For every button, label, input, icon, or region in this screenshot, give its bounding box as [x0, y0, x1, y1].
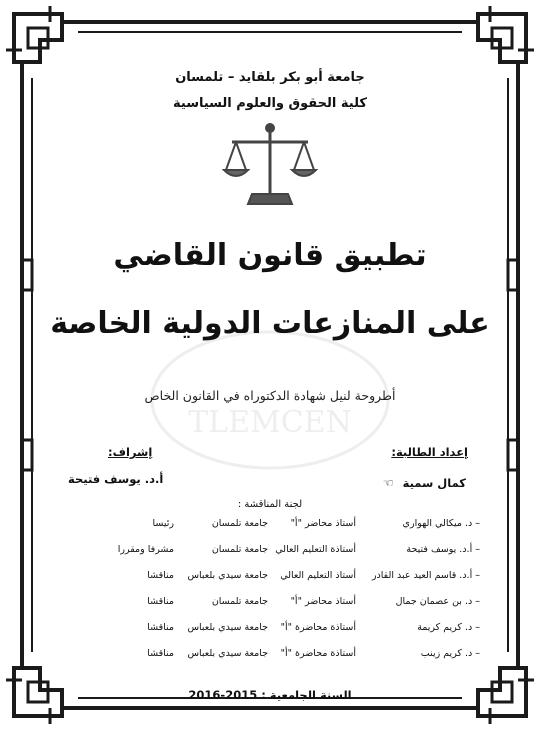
- supervisor-label: إشراف:: [108, 445, 153, 459]
- scales-of-justice-icon: [222, 120, 318, 210]
- member-university: جامعة سيدي بلعباس: [187, 648, 268, 659]
- member-role: مناقشا: [147, 648, 174, 659]
- member-name: – د. كريم كريمة: [417, 622, 480, 633]
- member-rank: أستاذ محاضر "أ": [290, 518, 356, 529]
- thesis-title-line-1: تطبيق قانون القاضي: [113, 238, 427, 273]
- member-role: مشرفا ومقررا: [117, 544, 174, 555]
- committee-row: [60, 544, 480, 560]
- university-name: جامعة أبو بكر بلقايد – تلمسان: [175, 70, 365, 85]
- thesis-title-line-2: على المنازعات الدولية الخاصة: [50, 306, 490, 341]
- faculty-name: كلية الحقوق والعلوم السياسية: [173, 96, 367, 111]
- watermark-text: TLEMCEN: [188, 405, 352, 440]
- member-rank: أستاذ محاضر "أ": [290, 596, 356, 607]
- member-name: – د. كريم زينب: [420, 648, 480, 659]
- member-role: رئيسا: [152, 518, 174, 529]
- academic-year: السنة الجامعية : 2015-2016: [188, 688, 352, 702]
- committee-label: لجنة المناقشة :: [237, 499, 303, 510]
- committee-row: [60, 648, 480, 664]
- member-name: – د. بن عصمان جمال: [395, 596, 480, 607]
- supervisor-name: أ.د. يوسف فتيحة: [68, 472, 164, 486]
- member-name: – أ.د. يوسف فتيحة: [406, 544, 480, 555]
- member-rank: أستاذة محاضرة "أ": [280, 622, 356, 633]
- member-name: – أ.د. قاسم العيد عبد القادر: [371, 570, 480, 581]
- student-label: إعداد الطالبة:: [391, 445, 468, 459]
- committee-row: [60, 596, 480, 612]
- member-role: مناقشا: [147, 596, 174, 607]
- committee-row: [60, 518, 480, 534]
- member-university: جامعة سيدي بلعباس: [187, 622, 268, 633]
- pointing-hand-icon: ☜: [382, 476, 394, 490]
- member-name: – د. ميكالي الهواري: [402, 518, 480, 529]
- student-block: [383, 472, 466, 491]
- member-role: مناقشا: [147, 570, 174, 581]
- student-name: كمال سمية: [402, 476, 466, 490]
- member-university: جامعة تلمسان: [211, 544, 268, 555]
- committee-row: [60, 622, 480, 638]
- member-rank: أستاذ التعليم العالي: [280, 570, 356, 581]
- thesis-subtitle: أطروحة لنيل شهادة الدكتوراه في القانون الخاص: [144, 388, 396, 403]
- member-rank: أستاذة محاضرة "أ": [280, 648, 356, 659]
- member-university: جامعة تلمسان: [211, 518, 268, 529]
- committee-row: [60, 570, 480, 586]
- member-rank: أستاذة التعليم العالي: [275, 544, 356, 555]
- member-university: جامعة تلمسان: [211, 596, 268, 607]
- member-role: مناقشا: [147, 622, 174, 633]
- member-university: جامعة سيدي بلعباس: [187, 570, 268, 581]
